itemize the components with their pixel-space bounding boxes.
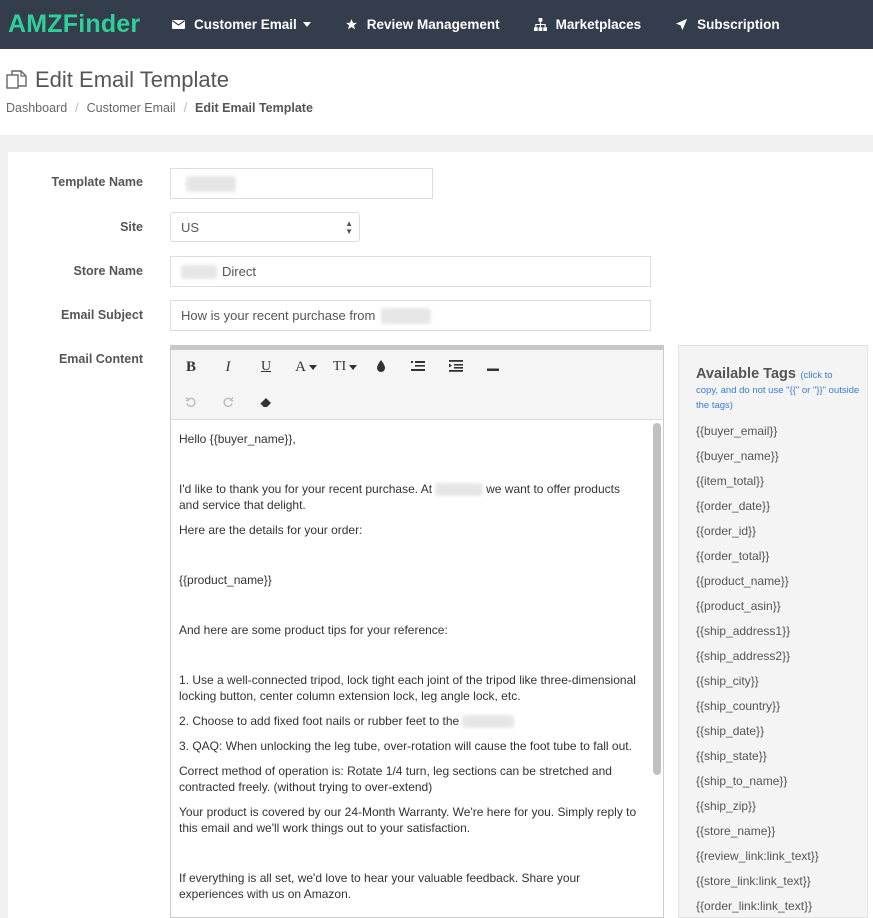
redacted-text [435,483,483,496]
content-paragraph: Here are the details for your order: [179,523,363,537]
breadcrumb-current: Edit Email Template [195,101,313,115]
sitemap-icon [534,18,547,31]
star-icon [345,18,358,31]
content-paragraph [179,713,643,729]
tag-item[interactable]: {{ship_address1}} [696,624,791,638]
italic-button[interactable]: I [225,358,231,375]
color-button[interactable] [366,354,396,380]
list-icon [411,359,425,375]
content-paragraph [179,481,643,513]
font-family-label: A [295,358,306,375]
copy-icon [6,70,28,90]
content-paragraph: Hello {{buyer_name}}, [179,432,296,446]
redacted-text [186,176,236,192]
content-paragraph: 1. Use a well-connected tripod, lock tight each joint of the tripod like three-dimensional locking button, center column extension lock, leg angle lock, etc. [179,673,636,703]
tag-item[interactable]: {{ship_zip}} [696,799,757,813]
tag-item[interactable]: {{order_total}} [696,549,770,563]
page-title [6,67,229,93]
underline-button[interactable]: U [260,359,272,374]
page-header [0,49,873,135]
email-subject-value: How is your recent purchase from [181,308,376,323]
tag-item[interactable]: {{ship_country}} [696,699,781,713]
store-name-input[interactable] [170,256,651,287]
tag-item[interactable]: {{buyer_email}} [696,424,778,438]
nav-customer-email[interactable] [172,17,311,32]
undo-button[interactable] [176,390,206,416]
redo-icon [222,395,234,411]
eraser-icon [259,395,273,411]
nav-review-management-label: Review Management [366,17,500,32]
tag-list [696,419,867,918]
font-family-button[interactable] [289,354,323,380]
tag-item[interactable]: {{order_id}} [696,524,757,538]
content-text: I'd like to thank you for your recent purchase. At [179,482,433,496]
page-title-text: Edit Email Template [35,67,230,92]
breadcrumb [6,101,313,115]
email-content-label: Email Content [58,352,143,366]
nav-subscription[interactable] [675,17,780,32]
breadcrumb-separator: / [183,101,188,115]
bold-button[interactable]: B [185,358,196,375]
tags-hint-lead: (click to [800,370,833,381]
tag-item[interactable]: {{review_link:link_text}} [696,849,819,863]
tag-item[interactable]: {{order_link:link_text}} [696,899,813,913]
tag-item[interactable]: {{store_name}} [696,824,776,838]
tag-item[interactable]: {{order_date}} [696,499,771,513]
rocket-icon [675,18,688,31]
email-subject-label: Email Subject [61,308,143,322]
select-arrows-icon: ▲ ▼ [345,219,353,236]
nav-marketplaces-label: Marketplaces [555,17,642,32]
site-select-value: US [181,219,200,235]
site-label: Site [120,220,143,234]
indent-button[interactable] [441,354,471,380]
content-paragraph: 3. QAQ: When unlocking the leg tube, over-rotation will cause the foot tube to fall out. [179,739,632,753]
nav-review-management[interactable] [345,17,500,32]
content-paragraph: Your product is covered by our 24-Month Warranty. We're here for you. Simply reply to this email and we'll work things out to your satisfaction. [179,805,637,835]
chevron-down-icon [309,365,317,370]
template-name-input[interactable] [170,168,433,199]
tag-item[interactable]: {{item_total}} [696,474,765,488]
available-tags-panel [678,345,868,918]
indent-icon [449,359,463,375]
tag-item[interactable]: {{product_asin}} [696,599,781,613]
tag-item[interactable]: {{ship_date}} [696,724,765,738]
nav-marketplaces[interactable] [534,17,642,32]
nav-subscription-label: Subscription [697,17,780,32]
top-navbar [0,0,873,49]
brand-logo[interactable]: AMZFinder [8,10,141,38]
content-paragraph: And here are some product tips for your reference: [179,623,448,637]
horizontal-rule-button[interactable] [478,354,508,380]
tag-item[interactable]: {{ship_to_name}} [696,774,788,788]
nav-customer-email-label: Customer Email [194,17,297,32]
minus-icon [487,359,499,375]
tag-item[interactable]: {{buyer_name}} [696,449,779,463]
clear-format-button[interactable] [251,390,281,416]
tag-item[interactable]: {{store_link:link_text}} [696,874,811,888]
rich-text-editor [170,345,664,918]
content-text: 2. Choose to add fixed foot nails or rubber feet to the [179,714,460,728]
email-subject-input[interactable] [170,300,651,331]
editor-scrollbar[interactable] [653,423,661,775]
undo-icon [185,395,197,411]
tag-item[interactable]: {{product_name}} [696,574,789,588]
store-name-value: Direct [222,264,256,279]
redacted-text [181,265,217,279]
redacted-text [462,715,514,728]
site-select[interactable] [170,212,360,242]
content-text: we want to offer products and service that delight. [179,482,620,512]
tags-header [696,365,867,383]
tag-item[interactable]: {{ship_state}} [696,749,767,763]
tags-title: Available Tags [696,366,796,382]
breadcrumb-separator: / [75,101,79,115]
font-size-button[interactable] [327,354,363,380]
editor-toolbar [171,350,663,420]
chevron-down-icon [303,22,311,27]
font-size-label: TI [332,359,347,374]
redo-button[interactable] [213,390,243,416]
breadcrumb-dashboard[interactable]: Dashboard [6,101,68,115]
redacted-text [381,308,431,324]
tint-icon [376,359,386,375]
content-paragraph: Correct method of operation is: Rotate 1/4 turn, leg sections can be stretched and contracted freely. (without trying to over-extend) [179,764,612,794]
content-paragraph: If everything is all set, we'd love to hear your valuable feedback. Share your experiences with us on Amazon. [179,871,581,901]
email-content-body[interactable] [171,421,651,918]
breadcrumb-customer-email[interactable]: Customer Email [86,101,176,115]
tags-hint: copy, and do not use "{{" or "}}" outside the tags) [696,385,860,411]
tag-item[interactable]: {{ship_city}} [696,674,759,688]
chevron-down-icon [349,365,357,370]
unordered-list-button[interactable] [403,354,433,380]
template-name-label: Template Name [51,175,143,189]
store-name-label: Store Name [73,264,143,278]
form-panel [8,152,873,918]
tag-item[interactable]: {{ship_address2}} [696,649,791,663]
envelope-icon [172,19,185,30]
content-paragraph: {{product_name}} [179,573,272,587]
